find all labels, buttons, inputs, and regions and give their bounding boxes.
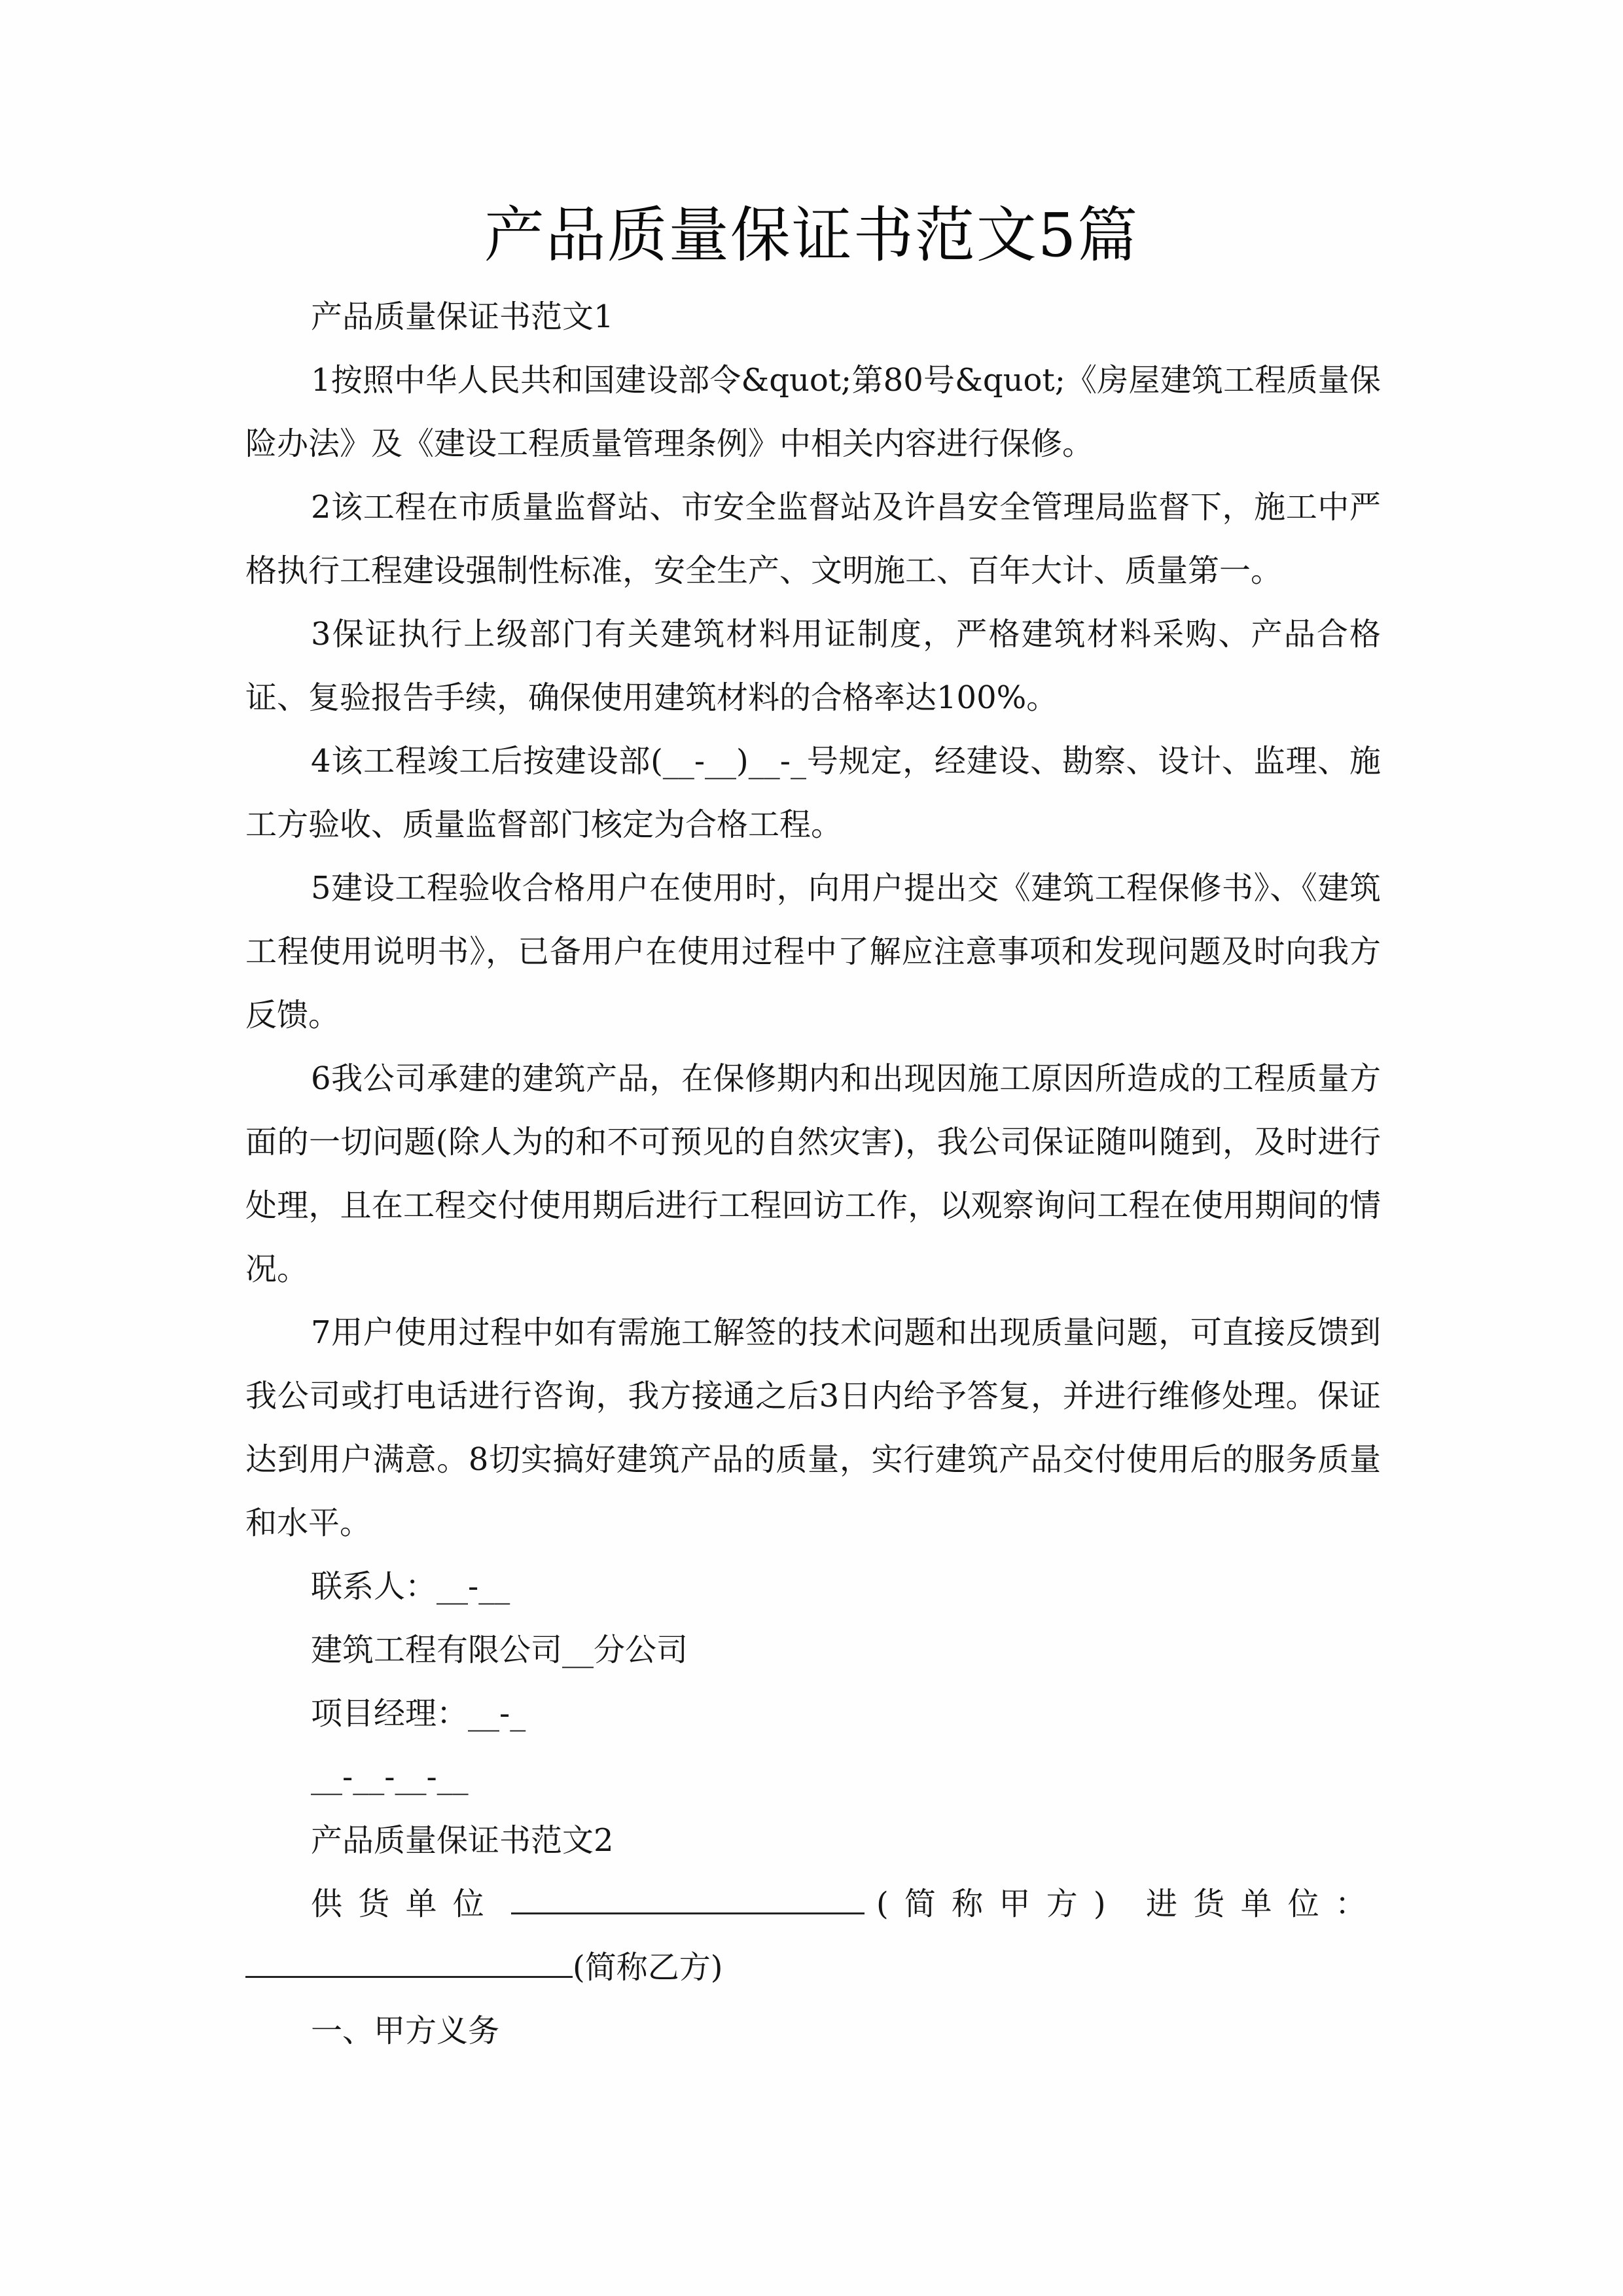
- paragraph-5: 5建设工程验收合格用户在使用时，向用户提出交《建筑工程保修书》、《建筑工程使用说明书》，已备用户在使用过程中了解应注意事项和发现问题及时向我方反馈。: [245, 870, 1381, 1033]
- document-body: [245, 285, 1381, 2063]
- buyer-blank: [245, 1975, 573, 1978]
- paragraph-6: 6我公司承建的建筑产品，在保修期内和出现因施工原因所造成的工程质量方面的一切问题(除人为的和不可预见的自然灾害)，我公司保证随叫随到，及时进行处理，且在工程交付使用期后进行工程回访工作，以观察询问工程在使用期间的情况。: [245, 1060, 1381, 1287]
- signature-company: 建筑工程有限公司__分公司: [311, 1632, 688, 1668]
- supplier-blank: [511, 1911, 865, 1914]
- subheading-party-a-obligations: 一、甲方义务: [311, 2013, 500, 2049]
- section-heading-2: 产品质量保证书范文2: [311, 1822, 614, 1859]
- paragraph-4: 4该工程竣工后按建设部(__-__)__-_号规定，经建设、勘察、设计、监理、施工方验收、质量监督部门核定为合格工程。: [245, 743, 1381, 843]
- document-title: 产品质量保证书范文5篇: [484, 200, 1139, 270]
- buyer-suffix: (简称乙方): [573, 1949, 723, 1986]
- supplier-line: [245, 1873, 1381, 1936]
- buyer-line: [245, 1936, 1381, 2000]
- signature-manager: 项目经理：__-_: [311, 1695, 526, 1732]
- paragraph-1: 1按照中华人民共和国建设部令&quot;第80号&quot;《房屋建筑工程质量保险办法》及《建设工程质量管理条例》中相关内容进行保修。: [245, 362, 1381, 462]
- signature-contact: 联系人：__-__: [311, 1568, 510, 1605]
- supplier-suffix: (简称甲方) 进货单位：: [876, 1886, 1381, 1922]
- paragraph-3: 3保证执行上级部门有关建筑材料用证制度，严格建筑材料采购、产品合格证、复验报告手续，确保使用建筑材料的合格率达100%。: [245, 616, 1381, 716]
- paragraph-7: 7用户使用过程中如有需施工解签的技术问题和出现质量问题，可直接反馈到我公司或打电话进行咨询，我方接通之后3日内给予答复，并进行维修处理。保证达到用户满意。8切实搞好建筑产品的质量，实行建筑产品交付使用后的服务质量和水平。: [245, 1314, 1381, 1541]
- supplier-label: 供货单位: [311, 1886, 500, 1922]
- signature-date: __-__-__-__: [311, 1759, 469, 1795]
- paragraph-2: 2该工程在市质量监督站、市安全监督站及许昌安全管理局监督下，施工中严格执行工程建设强制性标准，安全生产、文明施工、百年大计、质量第一。: [245, 489, 1381, 589]
- section-heading-1: 产品质量保证书范文1: [311, 298, 614, 335]
